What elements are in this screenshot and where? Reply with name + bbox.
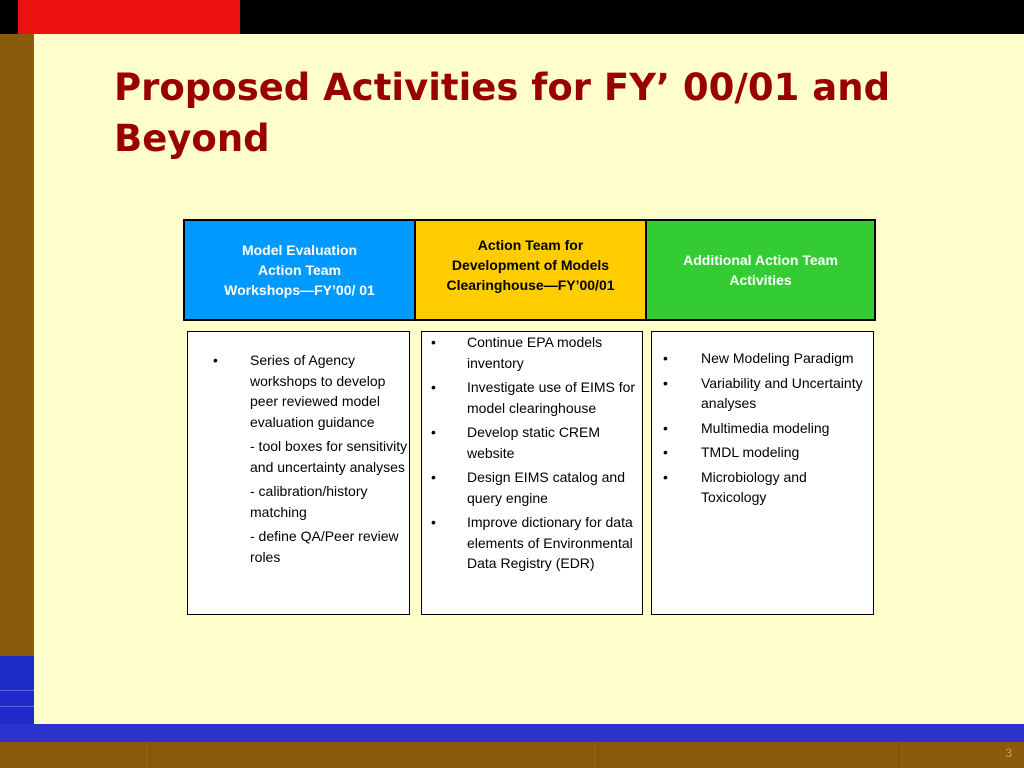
bullet-icon: • xyxy=(213,352,218,368)
list-item-text: Investigate use of EIMS for model clearinghouse xyxy=(467,379,636,416)
list-item-text: Variability and Uncertainty analyses xyxy=(701,374,863,411)
left-frame-strip xyxy=(0,34,34,724)
list-item xyxy=(652,442,873,463)
list-item xyxy=(422,512,642,574)
list-item-text: Improve dictionary for data elements of Environmental Data Registry (EDR) xyxy=(467,514,633,571)
sub-item: - calibration/history matching xyxy=(250,483,368,520)
top-red-accent xyxy=(18,0,240,34)
list-item-text: Develop static CREM website xyxy=(467,424,601,461)
list-item xyxy=(422,377,642,418)
slide-title: Proposed Activities for FY’ 00/01 and Beyond xyxy=(114,66,891,160)
header-models-clearinghouse xyxy=(414,219,647,321)
bottom-blue-bar xyxy=(0,724,1024,742)
column-additional-activities xyxy=(651,331,874,615)
bullet-icon: • xyxy=(431,469,436,485)
sub-item: - define QA/Peer review roles xyxy=(250,528,399,565)
list-item-text: New Modeling Paradigm xyxy=(701,350,854,366)
list-item xyxy=(422,422,642,463)
bullet-icon: • xyxy=(431,334,436,350)
list-item-text: Microbiology and Toxicology xyxy=(701,468,807,505)
column-models-clearinghouse xyxy=(421,331,643,615)
list-item xyxy=(652,467,873,508)
bullet-icon: • xyxy=(431,424,436,440)
list-item xyxy=(652,418,873,439)
bullet-icon: • xyxy=(431,379,436,395)
header-additional-activities xyxy=(645,219,876,321)
list-item xyxy=(422,332,642,373)
page-number: 3 xyxy=(1005,746,1012,760)
list-item xyxy=(652,373,873,414)
header-label: Action Team for Development of Models Clearinghouse—FY’00/01 xyxy=(446,237,615,293)
list-item xyxy=(422,467,642,508)
sub-item: - tool boxes for sensitivity and uncertainty analyses xyxy=(250,438,408,475)
bullet-icon: • xyxy=(663,419,668,436)
top-bar xyxy=(0,0,1024,34)
column-model-evaluation xyxy=(187,331,410,615)
bullet-icon: • xyxy=(663,350,668,366)
bullet-icon: • xyxy=(663,444,668,460)
header-label: Model Evaluation Action Team Workshops—FY’00/ 01 xyxy=(224,242,375,298)
list-item xyxy=(652,348,873,369)
bottom-brown-bar xyxy=(0,742,1024,768)
list-item-text: Series of Agency workshops to develop peer reviewed model evaluation guidance xyxy=(250,352,386,430)
list-item-text: TMDL modeling xyxy=(701,444,800,460)
header-label: Additional Action Team Activities xyxy=(683,252,838,288)
bullet-icon: • xyxy=(431,514,436,530)
bullet-icon: • xyxy=(663,468,668,485)
left-blue-accent xyxy=(0,656,34,724)
list-item-text: Design EIMS catalog and query engine xyxy=(467,469,625,506)
list-item-text: Continue EPA models inventory xyxy=(467,334,603,371)
list-item xyxy=(188,350,409,432)
bullet-icon: • xyxy=(663,374,668,391)
list-item-text: Multimedia modeling xyxy=(701,419,830,436)
header-model-evaluation xyxy=(183,219,416,321)
